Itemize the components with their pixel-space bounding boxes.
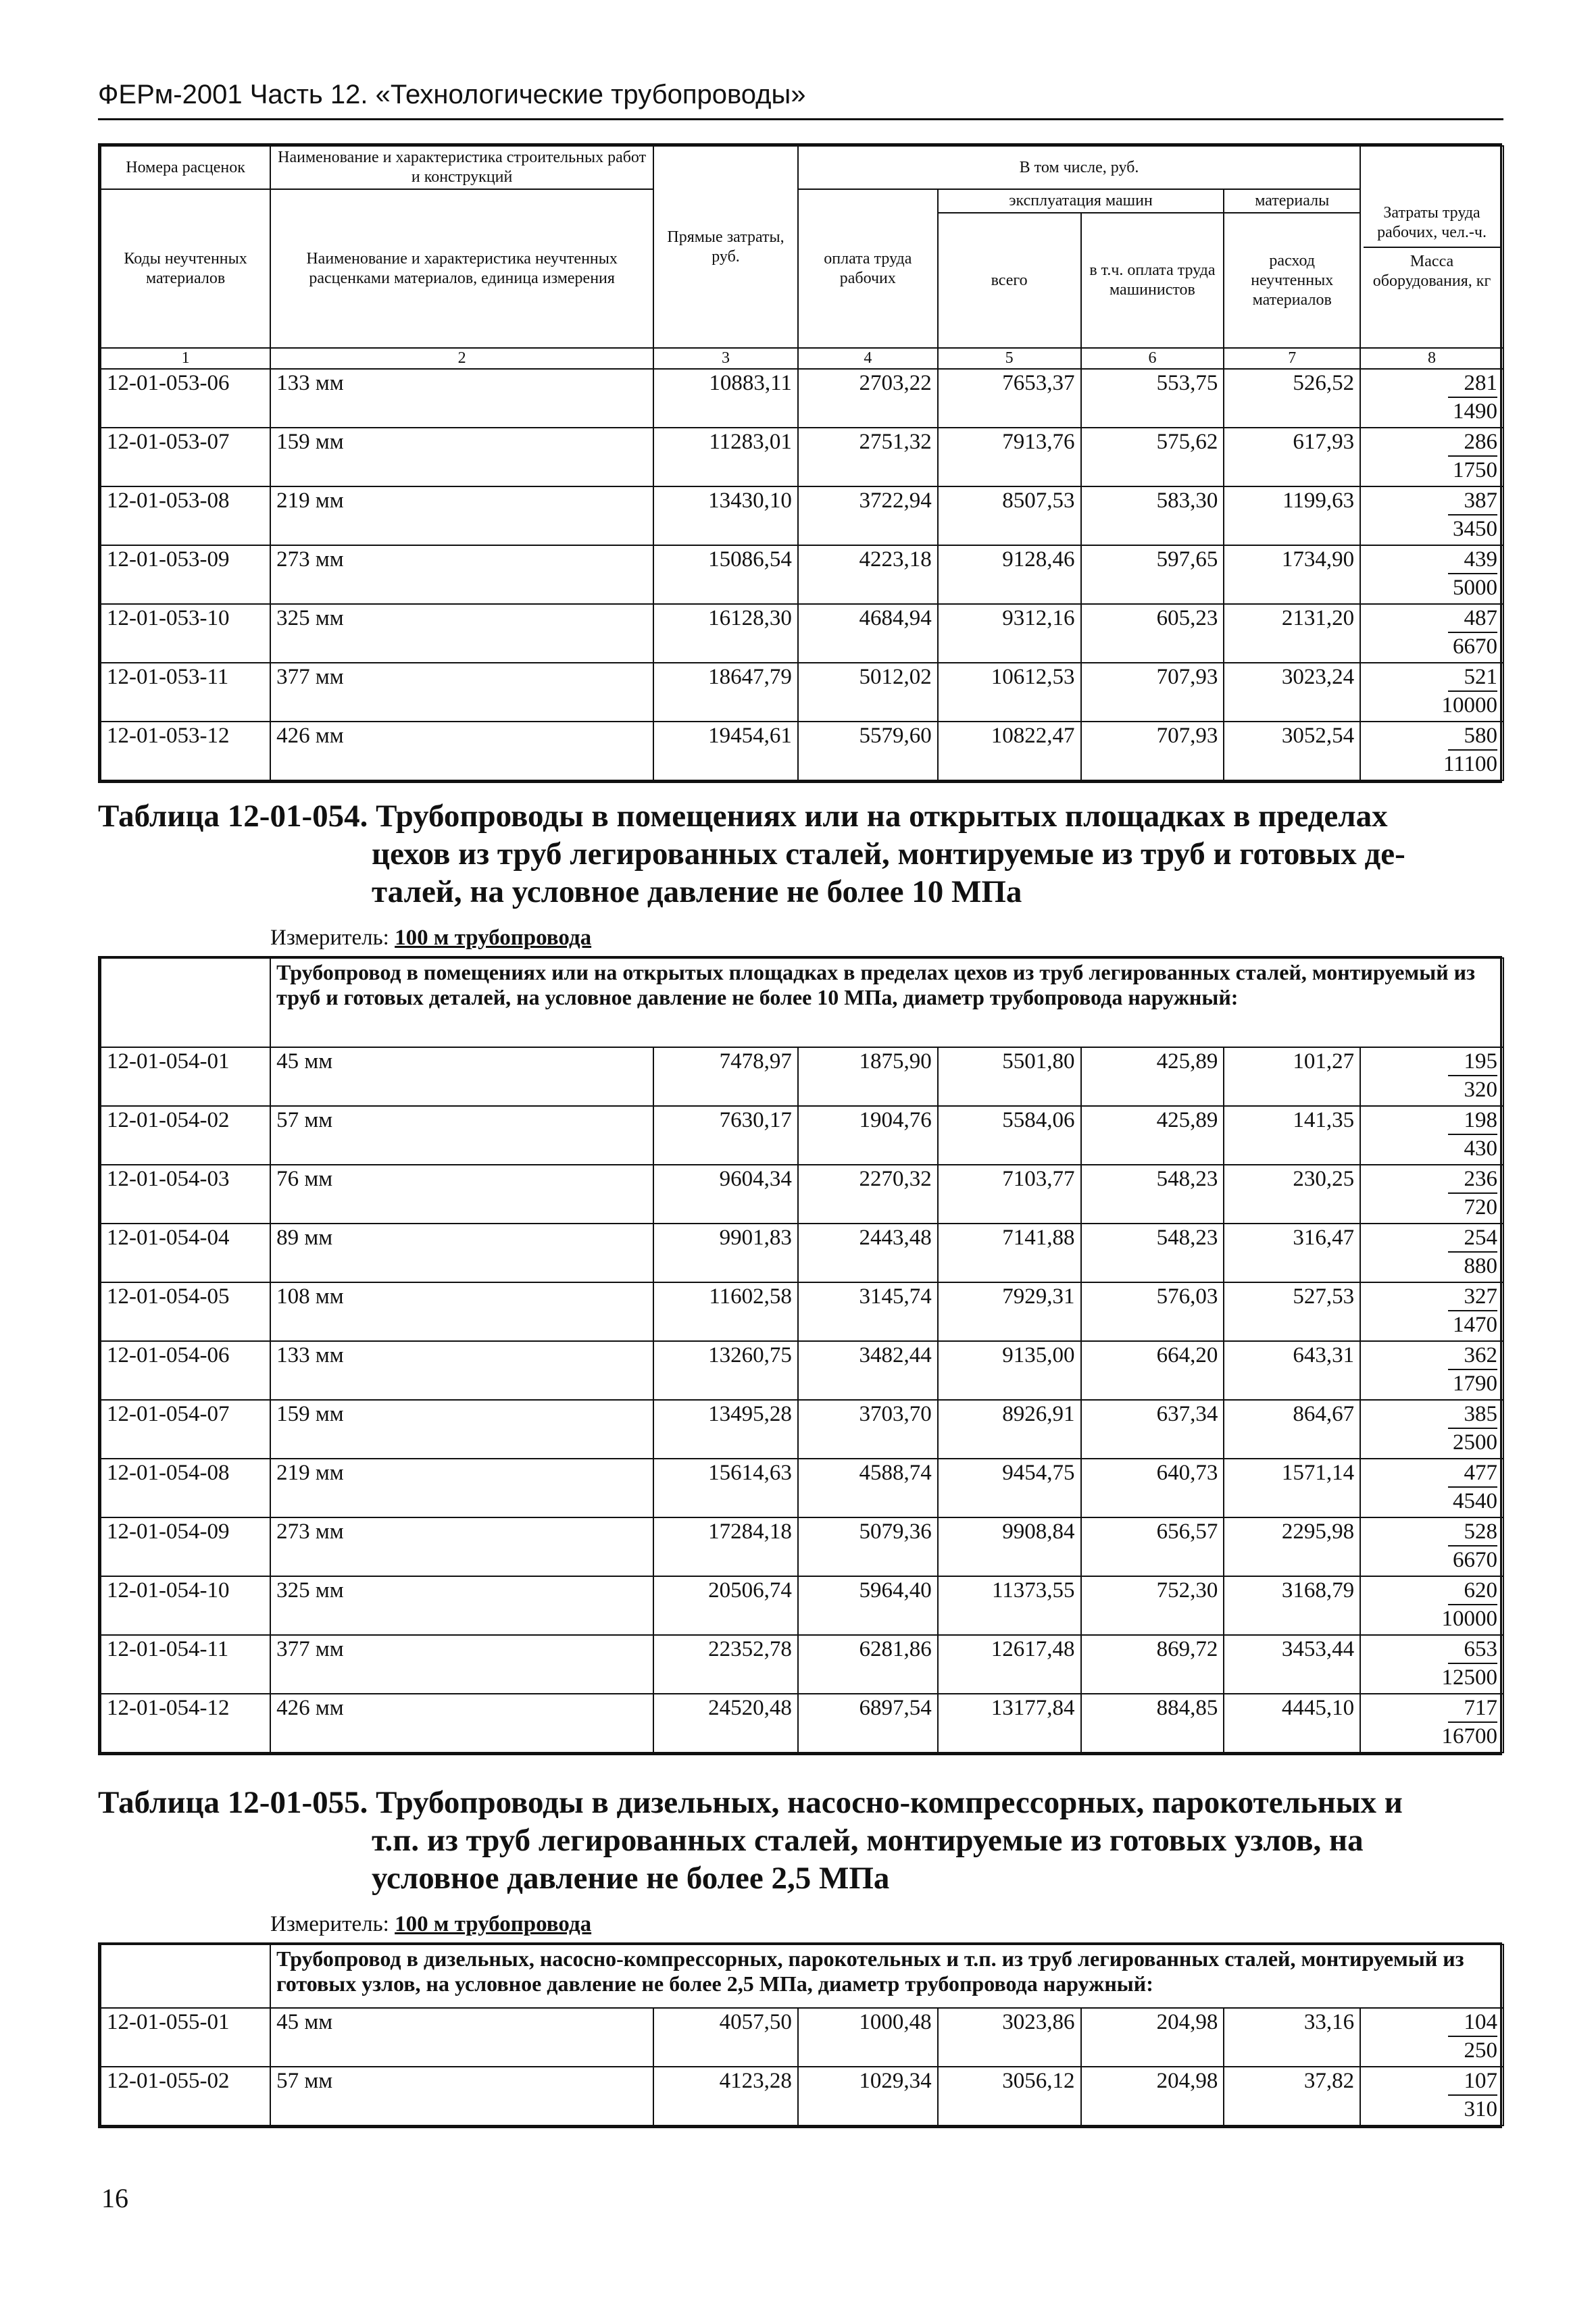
direct-costs: 17284,18 — [653, 1517, 798, 1576]
equipment-mass: 10000 — [1441, 1607, 1497, 1631]
machines-total: 7103,77 — [938, 1165, 1081, 1224]
worker-pay: 1904,76 — [798, 1106, 938, 1165]
rate-code: 12-01-054-02 — [101, 1106, 270, 1165]
materials-cost: 527,53 — [1224, 1282, 1360, 1341]
labor-mass-cell — [1360, 1106, 1503, 1165]
table-row — [101, 1106, 1503, 1165]
rate-code: 12-01-054-03 — [101, 1165, 270, 1224]
table-row — [101, 1400, 1503, 1459]
header-labor-costs: Затраты труда рабочих, чел.-ч. — [1377, 203, 1487, 241]
table-body — [101, 2008, 1503, 2126]
direct-costs: 22352,78 — [653, 1635, 798, 1694]
operator-pay: 548,23 — [1081, 1165, 1224, 1224]
col-index: 1 — [101, 348, 270, 369]
labor-costs: 254 — [1448, 1224, 1498, 1253]
header-materials-names: Наименование и характеристика неучтенных расценками материалов, единица измерения — [270, 189, 653, 348]
materials-cost: 2131,20 — [1224, 604, 1360, 663]
work-name: 45 мм — [270, 1047, 653, 1106]
worker-pay: 3703,70 — [798, 1400, 938, 1459]
equipment-mass: 1490 — [1453, 399, 1497, 424]
equipment-mass: 6670 — [1453, 634, 1497, 659]
operator-pay: 869,72 — [1081, 1635, 1224, 1694]
col-index: 2 — [270, 348, 653, 369]
table-row — [101, 2067, 1503, 2126]
labor-costs: 286 — [1448, 428, 1498, 457]
equipment-mass: 11100 — [1443, 752, 1497, 776]
worker-pay: 5579,60 — [798, 722, 938, 780]
operator-pay: 640,73 — [1081, 1459, 1224, 1517]
worker-pay: 4588,74 — [798, 1459, 938, 1517]
table-row — [101, 604, 1503, 663]
labor-mass-cell — [1360, 1517, 1503, 1576]
labor-mass-cell — [1360, 1459, 1503, 1517]
machines-total: 7929,31 — [938, 1282, 1081, 1341]
machines-total: 9128,46 — [938, 545, 1081, 604]
materials-cost: 230,25 — [1224, 1165, 1360, 1224]
machines-total: 5501,80 — [938, 1047, 1081, 1106]
labor-costs: 327 — [1448, 1283, 1498, 1311]
operator-pay: 707,93 — [1081, 722, 1224, 780]
equipment-mass: 720 — [1464, 1195, 1497, 1219]
table-row — [101, 486, 1503, 545]
col-index: 7 — [1224, 348, 1360, 369]
worker-pay: 6281,86 — [798, 1635, 938, 1694]
direct-costs: 19454,61 — [653, 722, 798, 780]
direct-costs: 7630,17 — [653, 1106, 798, 1165]
machines-total: 7653,37 — [938, 369, 1081, 428]
operator-pay: 884,85 — [1081, 1694, 1224, 1753]
work-name: 219 мм — [270, 486, 653, 545]
rate-code: 12-01-054-10 — [101, 1576, 270, 1635]
measurement-unit-value: 100 м трубопровода — [395, 1912, 592, 1936]
header-machines: эксплуатация машин — [938, 189, 1224, 213]
work-name: 273 мм — [270, 545, 653, 604]
operator-pay: 752,30 — [1081, 1576, 1224, 1635]
work-name: 325 мм — [270, 1576, 653, 1635]
direct-costs: 18647,79 — [653, 663, 798, 722]
rate-code: 12-01-053-10 — [101, 604, 270, 663]
rate-code: 12-01-054-08 — [101, 1459, 270, 1517]
measurement-unit-label: Измеритель: — [270, 926, 389, 950]
measurement-unit — [270, 1912, 591, 1937]
direct-costs: 10883,11 — [653, 369, 798, 428]
operator-pay: 575,62 — [1081, 428, 1224, 486]
materials-cost: 33,16 — [1224, 2008, 1360, 2067]
intro-spacer — [101, 958, 270, 1047]
labor-mass-cell — [1360, 722, 1503, 780]
table-row — [101, 1576, 1503, 1635]
equipment-mass: 2500 — [1453, 1430, 1497, 1455]
equipment-mass: 12500 — [1441, 1665, 1497, 1690]
direct-costs: 15614,63 — [653, 1459, 798, 1517]
labor-costs: 104 — [1448, 2009, 1498, 2037]
worker-pay: 5079,36 — [798, 1517, 938, 1576]
operator-pay: 597,65 — [1081, 545, 1224, 604]
table-row — [101, 1341, 1503, 1400]
rate-code: 12-01-054-05 — [101, 1282, 270, 1341]
labor-mass-cell — [1360, 604, 1503, 663]
machines-total: 9312,16 — [938, 604, 1081, 663]
machines-total: 13177,84 — [938, 1694, 1081, 1753]
worker-pay: 5012,02 — [798, 663, 938, 722]
table-intro: Трубопровод в дизельных, насосно-компрессорных, парокотельных и т.п. из труб легированных сталей, монтируемый из готовых узлов, на условное давление не более 2,5 МПа, диаметр трубопровода наружный: — [270, 1944, 1503, 2008]
machines-total: 10822,47 — [938, 722, 1081, 780]
table-title — [98, 1784, 1503, 1897]
rate-code: 12-01-053-08 — [101, 486, 270, 545]
table-row — [101, 1282, 1503, 1341]
equipment-mass: 4540 — [1453, 1489, 1497, 1513]
labor-mass-cell — [1360, 1165, 1503, 1224]
materials-cost: 101,27 — [1224, 1047, 1360, 1106]
labor-costs: 281 — [1448, 370, 1498, 398]
work-name: 57 мм — [270, 1106, 653, 1165]
labor-costs: 653 — [1448, 1636, 1498, 1664]
materials-cost: 1734,90 — [1224, 545, 1360, 604]
operator-pay: 576,03 — [1081, 1282, 1224, 1341]
work-name: 45 мм — [270, 2008, 653, 2067]
machines-total: 7141,88 — [938, 1224, 1081, 1282]
col-index: 6 — [1081, 348, 1224, 369]
labor-mass-cell — [1360, 486, 1503, 545]
table-intro: Трубопровод в помещениях или на открытых площадках в пределах цехов из труб легированных сталей, монтируемый из труб и готовых деталей, на условное давление не более 10 МПа, диаметр трубопровода наружный: — [270, 958, 1503, 1047]
table-title — [98, 797, 1503, 911]
operator-pay: 707,93 — [1081, 663, 1224, 722]
table-title-line: Таблица 12-01-054. Трубопроводы в помещениях или на открытых площадках в пределах — [98, 799, 1388, 834]
work-name: 377 мм — [270, 663, 653, 722]
direct-costs: 4057,50 — [653, 2008, 798, 2067]
worker-pay: 3722,94 — [798, 486, 938, 545]
direct-costs: 4123,28 — [653, 2067, 798, 2126]
equipment-mass: 880 — [1464, 1254, 1497, 1278]
col-index: 5 — [938, 348, 1081, 369]
rate-code: 12-01-054-04 — [101, 1224, 270, 1282]
table-body — [101, 1047, 1503, 1753]
labor-costs: 580 — [1448, 722, 1498, 751]
rate-code: 12-01-055-02 — [101, 2067, 270, 2126]
worker-pay: 1000,48 — [798, 2008, 938, 2067]
table-row — [101, 369, 1503, 428]
table-row — [101, 428, 1503, 486]
labor-mass-cell — [1360, 545, 1503, 604]
header-including: В том числе, руб. — [798, 146, 1360, 189]
table-row — [101, 1047, 1503, 1106]
header-unaccounted-materials: расход неучтенных материалов — [1224, 213, 1360, 348]
running-header: ФЕРм-2001 Часть 12. «Технологические трубопроводы» — [98, 80, 806, 109]
col-index: 3 — [653, 348, 798, 369]
machines-total: 8507,53 — [938, 486, 1081, 545]
rate-code: 12-01-055-01 — [101, 2008, 270, 2067]
labor-mass-cell — [1360, 2008, 1503, 2067]
equipment-mass: 16700 — [1441, 1724, 1497, 1749]
intro-spacer — [101, 1944, 270, 2008]
worker-pay: 2270,32 — [798, 1165, 938, 1224]
equipment-mass: 310 — [1464, 2097, 1497, 2121]
operator-pay: 553,75 — [1081, 369, 1224, 428]
labor-costs: 477 — [1448, 1459, 1498, 1488]
rate-code: 12-01-054-01 — [101, 1047, 270, 1106]
table-12-01-053 — [98, 143, 1502, 783]
work-name: 76 мм — [270, 1165, 653, 1224]
operator-pay: 664,20 — [1081, 1341, 1224, 1400]
table-title-line: цехов из труб легированных сталей, монтируемые из труб и готовых де- — [372, 836, 1405, 872]
worker-pay: 2443,48 — [798, 1224, 938, 1282]
header-materials: материалы — [1224, 189, 1360, 213]
direct-costs: 13430,10 — [653, 486, 798, 545]
table-12-01-055 — [98, 1942, 1502, 2128]
labor-mass-cell — [1360, 1635, 1503, 1694]
table-row — [101, 1517, 1503, 1576]
work-name: 89 мм — [270, 1224, 653, 1282]
measurement-unit-label: Измеритель: — [270, 1912, 389, 1936]
operator-pay: 425,89 — [1081, 1047, 1224, 1106]
equipment-mass: 6670 — [1453, 1548, 1497, 1572]
worker-pay: 2751,32 — [798, 428, 938, 486]
measurement-unit-value: 100 м трубопровода — [395, 926, 592, 950]
materials-cost: 864,67 — [1224, 1400, 1360, 1459]
machines-total: 3023,86 — [938, 2008, 1081, 2067]
work-name: 219 мм — [270, 1459, 653, 1517]
materials-cost: 1571,14 — [1224, 1459, 1360, 1517]
table-title-line: условное давление не более 2,5 МПа — [372, 1861, 890, 1896]
labor-mass-cell — [1360, 428, 1503, 486]
header-rates: Номера расценок — [101, 146, 270, 189]
rate-code: 12-01-053-06 — [101, 369, 270, 428]
operator-pay: 204,98 — [1081, 2067, 1224, 2126]
operator-pay: 637,34 — [1081, 1400, 1224, 1459]
operator-pay: 605,23 — [1081, 604, 1224, 663]
rate-code: 12-01-053-09 — [101, 545, 270, 604]
operator-pay: 204,98 — [1081, 2008, 1224, 2067]
work-name: 159 мм — [270, 1400, 653, 1459]
header-labor-mass — [1360, 146, 1503, 348]
rate-code: 12-01-054-06 — [101, 1341, 270, 1400]
machines-total: 9454,75 — [938, 1459, 1081, 1517]
materials-cost: 617,93 — [1224, 428, 1360, 486]
rate-code: 12-01-054-09 — [101, 1517, 270, 1576]
labor-costs: 236 — [1448, 1165, 1498, 1194]
header-rule — [98, 118, 1503, 120]
labor-costs: 198 — [1448, 1107, 1498, 1135]
worker-pay: 4223,18 — [798, 545, 938, 604]
worker-pay: 1029,34 — [798, 2067, 938, 2126]
table-row — [101, 722, 1503, 780]
direct-costs: 20506,74 — [653, 1576, 798, 1635]
rate-code: 12-01-053-12 — [101, 722, 270, 780]
work-name: 159 мм — [270, 428, 653, 486]
direct-costs: 7478,97 — [653, 1047, 798, 1106]
worker-pay: 3482,44 — [798, 1341, 938, 1400]
worker-pay: 2703,22 — [798, 369, 938, 428]
equipment-mass: 430 — [1464, 1136, 1497, 1161]
labor-costs: 107 — [1448, 2067, 1498, 2096]
machines-total: 8926,91 — [938, 1400, 1081, 1459]
materials-cost: 316,47 — [1224, 1224, 1360, 1282]
machines-total: 10612,53 — [938, 663, 1081, 722]
labor-costs: 717 — [1448, 1694, 1498, 1723]
work-name: 273 мм — [270, 1517, 653, 1576]
direct-costs: 15086,54 — [653, 545, 798, 604]
direct-costs: 11602,58 — [653, 1282, 798, 1341]
direct-costs: 9604,34 — [653, 1165, 798, 1224]
table-row — [101, 2008, 1503, 2067]
labor-costs: 195 — [1448, 1048, 1498, 1076]
labor-costs: 385 — [1448, 1401, 1498, 1429]
rate-code: 12-01-053-07 — [101, 428, 270, 486]
header-worker-pay: оплата труда рабочих — [798, 189, 938, 348]
materials-cost: 3168,79 — [1224, 1576, 1360, 1635]
materials-cost: 3023,24 — [1224, 663, 1360, 722]
rate-code: 12-01-054-11 — [101, 1635, 270, 1694]
table-title-line: Таблица 12-01-055. Трубопроводы в дизельных, насосно-компрессорных, парокотельных и — [98, 1785, 1403, 1820]
direct-costs: 16128,30 — [653, 604, 798, 663]
worker-pay: 4684,94 — [798, 604, 938, 663]
work-name: 377 мм — [270, 1635, 653, 1694]
header-machines-total: всего — [938, 213, 1081, 348]
measurement-unit — [270, 926, 591, 951]
materials-cost: 643,31 — [1224, 1341, 1360, 1400]
work-name: 133 мм — [270, 369, 653, 428]
table-header — [101, 146, 1503, 369]
labor-mass-cell — [1360, 1576, 1503, 1635]
rate-code: 12-01-054-12 — [101, 1694, 270, 1753]
materials-cost: 141,35 — [1224, 1106, 1360, 1165]
direct-costs: 9901,83 — [653, 1224, 798, 1282]
labor-costs: 487 — [1448, 605, 1498, 633]
machines-total: 9908,84 — [938, 1517, 1081, 1576]
labor-mass-cell — [1360, 1224, 1503, 1282]
machines-total: 5584,06 — [938, 1106, 1081, 1165]
operator-pay: 583,30 — [1081, 486, 1224, 545]
materials-cost: 526,52 — [1224, 369, 1360, 428]
labor-mass-cell — [1360, 2067, 1503, 2126]
labor-costs: 528 — [1448, 1518, 1498, 1546]
equipment-mass: 1470 — [1453, 1313, 1497, 1337]
machines-total: 9135,00 — [938, 1341, 1081, 1400]
materials-cost: 2295,98 — [1224, 1517, 1360, 1576]
labor-costs: 521 — [1448, 663, 1498, 692]
equipment-mass: 1750 — [1453, 458, 1497, 482]
rate-code: 12-01-054-07 — [101, 1400, 270, 1459]
labor-mass-cell — [1360, 1400, 1503, 1459]
page-number: 16 — [101, 2183, 128, 2213]
work-name: 133 мм — [270, 1341, 653, 1400]
labor-costs: 387 — [1448, 487, 1498, 515]
table-row — [101, 1694, 1503, 1753]
labor-costs: 439 — [1448, 546, 1498, 574]
machines-total: 7913,76 — [938, 428, 1081, 486]
table-body — [101, 369, 1503, 780]
direct-costs: 13260,75 — [653, 1341, 798, 1400]
table-row — [101, 663, 1503, 722]
labor-mass-cell — [1360, 1282, 1503, 1341]
table-row — [101, 1459, 1503, 1517]
table-row — [101, 1165, 1503, 1224]
direct-costs: 11283,01 — [653, 428, 798, 486]
labor-mass-cell — [1360, 1047, 1503, 1106]
header-material-codes: Коды неучтенных материалов — [101, 189, 270, 348]
rate-code: 12-01-053-11 — [101, 663, 270, 722]
worker-pay: 1875,90 — [798, 1047, 938, 1106]
materials-cost: 4445,10 — [1224, 1694, 1360, 1753]
materials-cost: 3453,44 — [1224, 1635, 1360, 1694]
equipment-mass: 5000 — [1453, 576, 1497, 600]
materials-cost: 37,82 — [1224, 2067, 1360, 2126]
worker-pay: 5964,40 — [798, 1576, 938, 1635]
operator-pay: 656,57 — [1081, 1517, 1224, 1576]
labor-mass-cell — [1360, 1341, 1503, 1400]
header-operator-pay: в т.ч. оплата труда машинистов — [1081, 213, 1224, 348]
table-row — [101, 1635, 1503, 1694]
operator-pay: 548,23 — [1081, 1224, 1224, 1282]
machines-total: 3056,12 — [938, 2067, 1081, 2126]
col-index: 8 — [1360, 348, 1503, 369]
materials-cost: 1199,63 — [1224, 486, 1360, 545]
header-equipment-mass: Масса оборудования, кг — [1364, 247, 1500, 291]
table-row — [101, 545, 1503, 604]
machines-total: 12617,48 — [938, 1635, 1081, 1694]
direct-costs: 24520,48 — [653, 1694, 798, 1753]
header-direct-costs: Прямые затраты, руб. — [653, 146, 798, 348]
work-name: 426 мм — [270, 1694, 653, 1753]
machines-total: 11373,55 — [938, 1576, 1081, 1635]
equipment-mass: 320 — [1464, 1078, 1497, 1102]
table-12-01-054 — [98, 956, 1502, 1755]
worker-pay: 6897,54 — [798, 1694, 938, 1753]
labor-mass-cell — [1360, 369, 1503, 428]
equipment-mass: 10000 — [1441, 693, 1497, 718]
labor-costs: 362 — [1448, 1342, 1498, 1370]
materials-cost: 3052,54 — [1224, 722, 1360, 780]
header-works: Наименование и характеристика строительных работ и конструкций — [270, 146, 653, 189]
direct-costs: 13495,28 — [653, 1400, 798, 1459]
labor-costs: 620 — [1448, 1577, 1498, 1605]
worker-pay: 3145,74 — [798, 1282, 938, 1341]
equipment-mass: 250 — [1464, 2038, 1497, 2063]
work-name: 325 мм — [270, 604, 653, 663]
equipment-mass: 3450 — [1453, 517, 1497, 541]
table-row — [101, 1224, 1503, 1282]
labor-mass-cell — [1360, 663, 1503, 722]
work-name: 57 мм — [270, 2067, 653, 2126]
equipment-mass: 1790 — [1453, 1372, 1497, 1396]
labor-mass-cell — [1360, 1694, 1503, 1753]
col-index: 4 — [798, 348, 938, 369]
work-name: 108 мм — [270, 1282, 653, 1341]
table-title-line: талей, на условное давление не более 10 МПа — [372, 874, 1022, 909]
operator-pay: 425,89 — [1081, 1106, 1224, 1165]
table-title-line: т.п. из труб легированных сталей, монтируемые из готовых узлов, на — [372, 1823, 1364, 1858]
work-name: 426 мм — [270, 722, 653, 780]
